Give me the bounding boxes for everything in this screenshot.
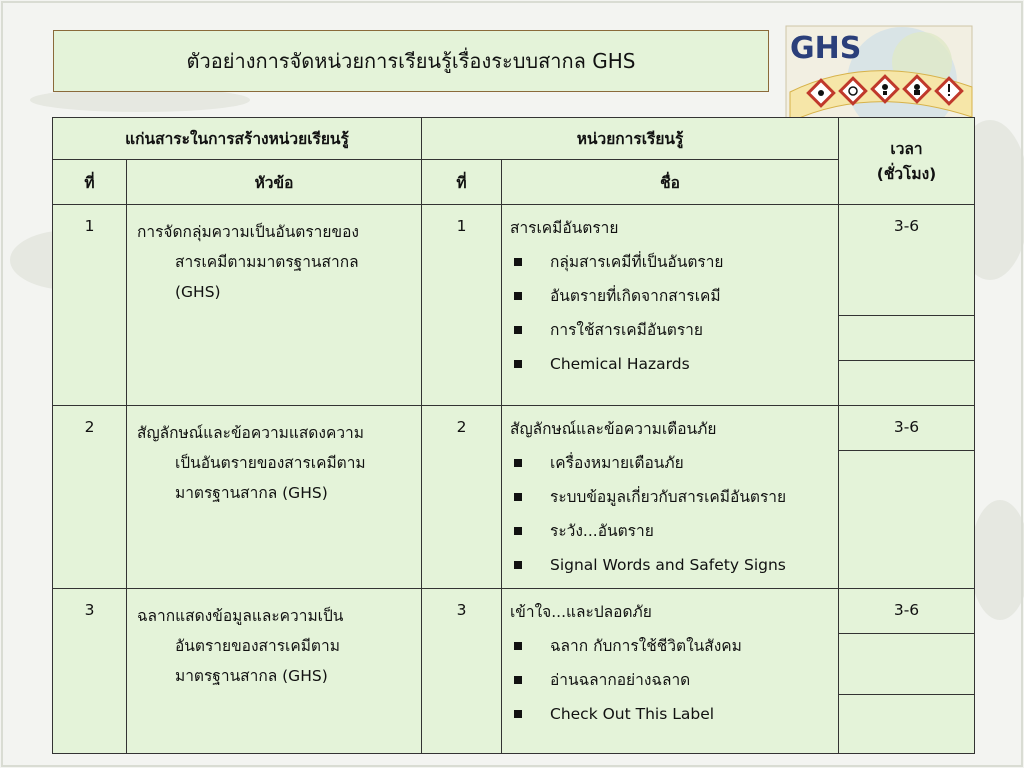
bullet-square-icon: [514, 258, 522, 266]
list-item: ระบบข้อมูลเกี่ยวกับสารเคมีอันตราย: [510, 480, 830, 514]
core-number: 3: [53, 589, 127, 754]
learning-units-table: [52, 117, 975, 754]
list-item: การใช้สารเคมีอันตราย: [510, 313, 830, 347]
bullet-square-icon: [514, 561, 522, 569]
core-number: 2: [53, 406, 127, 589]
header-unit-name: ชื่อ: [502, 160, 839, 205]
list-item: Chemical Hazards: [510, 347, 830, 381]
list-item: กลุ่มสารเคมีที่เป็นอันตราย: [510, 245, 830, 279]
unit-title: สัญลักษณ์และข้อความเตือนภัย: [510, 420, 717, 438]
header-core-topic: หัวข้อ: [127, 160, 422, 205]
time-empty-cell: [839, 451, 975, 589]
unit-details: [502, 589, 839, 754]
header-core-group: แก่นสาระในการสร้างหน่วยเรียนรู้: [53, 118, 422, 160]
list-item: เครื่องหมายเตือนภัย: [510, 446, 830, 480]
table-row: [53, 589, 975, 634]
list-item: Check Out This Label: [510, 697, 830, 731]
unit-details: [502, 406, 839, 589]
ghs-logo: [782, 22, 974, 132]
unit-number: 3: [422, 589, 502, 754]
bullet-square-icon: [514, 710, 522, 718]
header-time-line2: (ชั่วโมง): [876, 165, 937, 183]
core-topic: ฉลากแสดงข้อมูลและความเป็น อันตรายของสารเคมีตาม มาตรฐานสากล (GHS): [127, 589, 422, 754]
table-row: [53, 406, 975, 451]
unit-number: 2: [422, 406, 502, 589]
header-time-line1: เวลา: [890, 140, 923, 158]
bullet-square-icon: [514, 459, 522, 467]
bullet-square-icon: [514, 360, 522, 368]
time-empty-cell: [839, 695, 975, 754]
bullet-square-icon: [514, 527, 522, 535]
time-empty-cell: [839, 316, 975, 361]
bullet-square-icon: [514, 292, 522, 300]
bullet-square-icon: [514, 676, 522, 684]
core-number: 1: [53, 205, 127, 406]
unit-number: 1: [422, 205, 502, 406]
time-empty-cell: [839, 361, 975, 406]
list-item: อันตรายที่เกิดจากสารเคมี: [510, 279, 830, 313]
list-item: ระวัง...อันตราย: [510, 514, 830, 548]
header-core-no: ที่: [53, 160, 127, 205]
header-unit-group: หน่วยการเรียนรู้: [422, 118, 839, 160]
header-unit-no: ที่: [422, 160, 502, 205]
logo-text: GHS: [790, 31, 862, 66]
unit-details: [502, 205, 839, 406]
bullet-square-icon: [514, 493, 522, 501]
time-empty-cell: [839, 634, 975, 695]
unit-title: สารเคมีอันตราย: [510, 219, 619, 237]
time-hours: 3-6: [839, 205, 975, 316]
bullet-square-icon: [514, 326, 522, 334]
list-item: ฉลาก กับการใช้ชีวิตในสังคม: [510, 629, 830, 663]
slide-title: ตัวอย่างการจัดหน่วยการเรียนรู้เรื่องระบบสากล GHS: [53, 30, 769, 92]
table-row: [53, 205, 975, 316]
list-item: อ่านฉลากอย่างฉลาด: [510, 663, 830, 697]
core-topic: การจัดกลุ่มความเป็นอันตรายของ สารเคมีตามมาตรฐานสากล (GHS): [127, 205, 422, 406]
bullet-square-icon: [514, 642, 522, 650]
header-time: [839, 118, 975, 205]
list-item: Signal Words and Safety Signs: [510, 548, 830, 582]
time-hours: 3-6: [839, 589, 975, 634]
unit-title: เข้าใจ...และปลอดภัย: [510, 603, 652, 621]
time-hours: 3-6: [839, 406, 975, 451]
core-topic: สัญลักษณ์และข้อความแสดงความ เป็นอันตรายของสารเคมีตาม มาตรฐานสากล (GHS): [127, 406, 422, 589]
